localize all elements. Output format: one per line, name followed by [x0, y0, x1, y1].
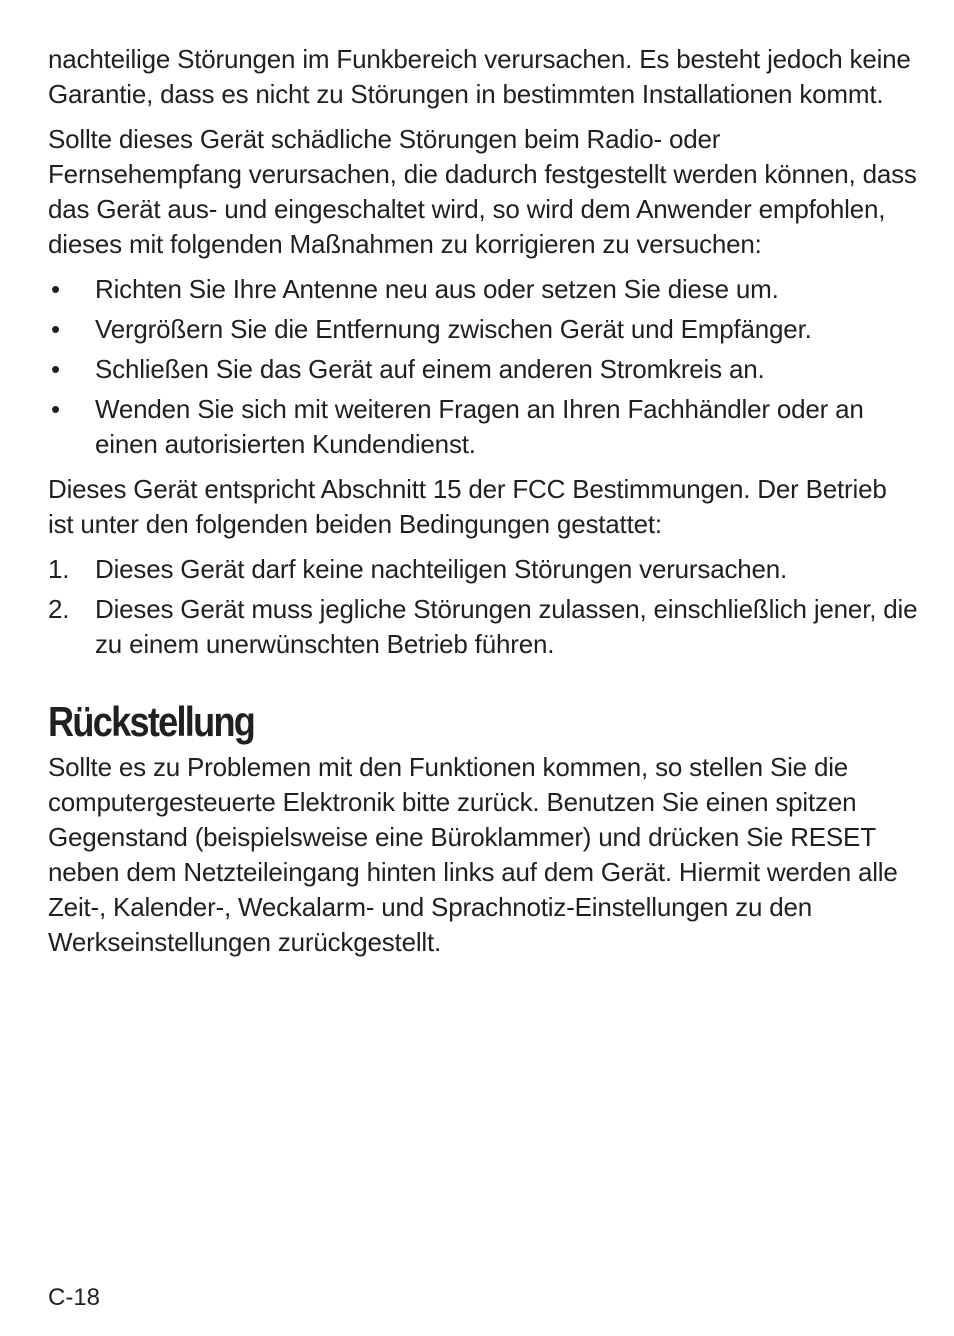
bullet-marker: • — [51, 394, 60, 424]
list-item — [48, 592, 918, 662]
list-number: 1. — [48, 554, 70, 584]
bullet-marker: • — [51, 314, 60, 344]
list-item — [48, 312, 918, 347]
list-item-text: Richten Sie Ihre Antenne neu aus oder setzen Sie diese um. — [95, 274, 779, 304]
measures-list — [48, 272, 918, 462]
list-item-text: Dieses Gerät muss jegliche Störungen zulassen, einschließlich jener, die zu einem unerwünschten Betrieb führen. — [95, 594, 918, 659]
bullet-marker: • — [51, 354, 60, 384]
interference-paragraph: Sollte dieses Gerät schädliche Störungen beim Radio- oder Fernsehempfang verursachen, die dadurch festgestellt werden können, dass das Gerät aus- und eingeschaltet wird, so wird dem Anwender empfohlen, dieses mit folgenden Maßnahmen zu korrigieren zu versuchen: — [48, 124, 917, 259]
list-item-text: Dieses Gerät darf keine nachteiligen Störungen verursachen. — [95, 554, 788, 584]
list-item — [48, 272, 918, 307]
list-item-text: Wenden Sie sich mit weiteren Fragen an Ihren Fachhändler oder an einen autorisierten Kundendienst. — [95, 394, 864, 459]
fcc-paragraph: Dieses Gerät entspricht Abschnitt 15 der FCC Bestimmungen. Der Betrieb ist unter den folgenden beiden Bedingungen gestattet: — [48, 474, 887, 539]
list-item — [48, 552, 918, 587]
page-number: C-18 — [48, 1284, 101, 1311]
conditions-list — [48, 552, 918, 662]
section-heading: Rückstellung — [48, 698, 255, 745]
document-page — [48, 42, 918, 960]
list-item-text: Schließen Sie das Gerät auf einem anderen Stromkreis an. — [95, 354, 765, 384]
list-number: 2. — [48, 594, 70, 624]
list-item-text: Vergrößern Sie die Entfernung zwischen Gerät und Empfänger. — [95, 314, 812, 344]
list-item — [48, 352, 918, 387]
list-item — [48, 392, 918, 462]
intro-paragraph: nachteilige Störungen im Funkbereich verursachen. Es besteht jedoch keine Garantie, dass es nicht zu Störungen in bestimmten Installationen kommt. — [48, 44, 911, 109]
reset-paragraph: Sollte es zu Problemen mit den Funktionen kommen, so stellen Sie die computergesteuerte Elektronik bitte zurück. Benutzen Sie einen spitzen Gegenstand (beispielsweise eine Büroklammer) und drücken Sie RESET neben dem Netzteileingang hinten links auf dem Gerät. Hiermit werden alle Zeit-, Kalender-, Weckalarm- und Sprachnotiz-Einstellungen zu den Werkseinstellungen zurückgestellt. — [48, 752, 898, 957]
bullet-marker: • — [51, 274, 60, 304]
